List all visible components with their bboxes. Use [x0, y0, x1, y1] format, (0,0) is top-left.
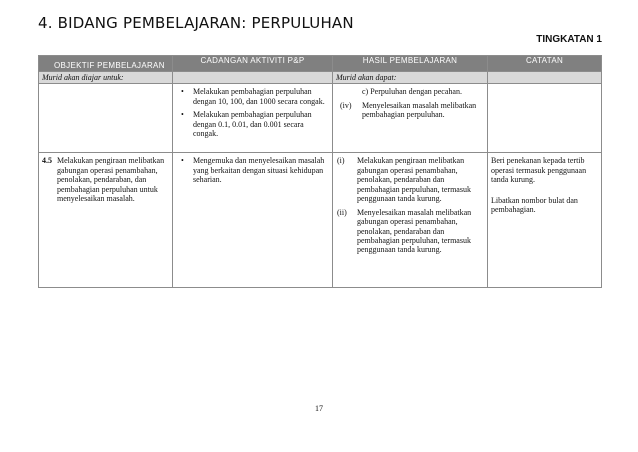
intro-row	[39, 72, 602, 84]
outcome-number: (ii)	[337, 207, 347, 217]
page-title: 4. BIDANG PEMBELAJARAN: PERPULUHAN	[38, 14, 354, 32]
row2-outcomes	[333, 153, 488, 288]
table-row	[39, 153, 602, 288]
syllabus-table	[38, 55, 602, 288]
outcome-sub-c: c) Perpuluhan dengan pecahan.	[362, 87, 462, 97]
header-notes: CATATAN	[488, 56, 602, 72]
form-level-label: TINGKATAN 1	[536, 34, 602, 45]
page-number: 17	[315, 404, 323, 413]
table-header-row	[39, 56, 602, 72]
outcome-text: Melakukan pengiraan melibatkan gabungan operasi penambahan, penolakan, pendaraban dan pembahagian perpuluhan, termasuk penggunaan tanda kurung.	[357, 156, 471, 204]
outcome-number: (iv)	[340, 100, 352, 110]
row1-objective-empty	[39, 84, 173, 153]
header-objective: OBJEKTIF PEMBELAJARAN	[39, 56, 173, 72]
objective-number: 4.5	[42, 156, 52, 166]
activity-item: • Melakukan pembahagian perpuluhan dengan 10, 100, dan 1000 secara congak.	[181, 87, 325, 106]
outcome-number: (i)	[337, 156, 345, 166]
row2-objective	[39, 153, 173, 288]
row2-notes	[488, 153, 602, 288]
outcome-text: Menyelesaikan masalah melibatkan gabungan operasi penambahan, penolakan, pendaraban dan pembahagian perpuluhan, termasuk penggunaan tanda kurung.	[357, 207, 472, 255]
objective-text: Melakukan pengiraan melibatkan gabungan operasi penambahan, penolakan, pendaraban, dan pembahagian perpuluhan untuk menyelesaikan masalah.	[57, 156, 165, 204]
intro-activities-empty	[173, 72, 333, 84]
outcome-item-i	[336, 156, 484, 203]
outcome-item-iv	[336, 101, 484, 120]
row1-activities	[173, 84, 333, 153]
outcome-text: Menyelesaikan masalah melibatkan pembahagian perpuluhan.	[362, 100, 477, 120]
intro-objective: Murid akan diajar untuk:	[39, 72, 173, 84]
intro-outcome: Murid akan dapat:	[333, 72, 488, 84]
outcome-item-ii	[336, 208, 484, 255]
row2-activities	[173, 153, 333, 288]
row1-notes-empty	[488, 84, 602, 153]
row1-outcomes	[333, 84, 488, 153]
note-item: Libatkan nombor bulat dan pembahagian.	[491, 195, 578, 215]
header-activities: CADANGAN AKTIVITI P&P	[173, 56, 333, 72]
table-row	[39, 84, 602, 153]
intro-notes-empty	[488, 72, 602, 84]
activity-item: • Melakukan pembahagian perpuluhan dengan 0.1, 0.01, dan 0.001 secara congak.	[181, 110, 312, 139]
header-outcomes: HASIL PEMBELAJARAN	[333, 56, 488, 72]
activity-item: • Mengemuka dan menyelesaikan masalah yang berkaitan dengan situasi kehidupan seharian.	[181, 156, 325, 185]
note-item: Beri penekanan kepada tertib operasi termasuk penggunaan tanda kurung.	[491, 156, 587, 185]
